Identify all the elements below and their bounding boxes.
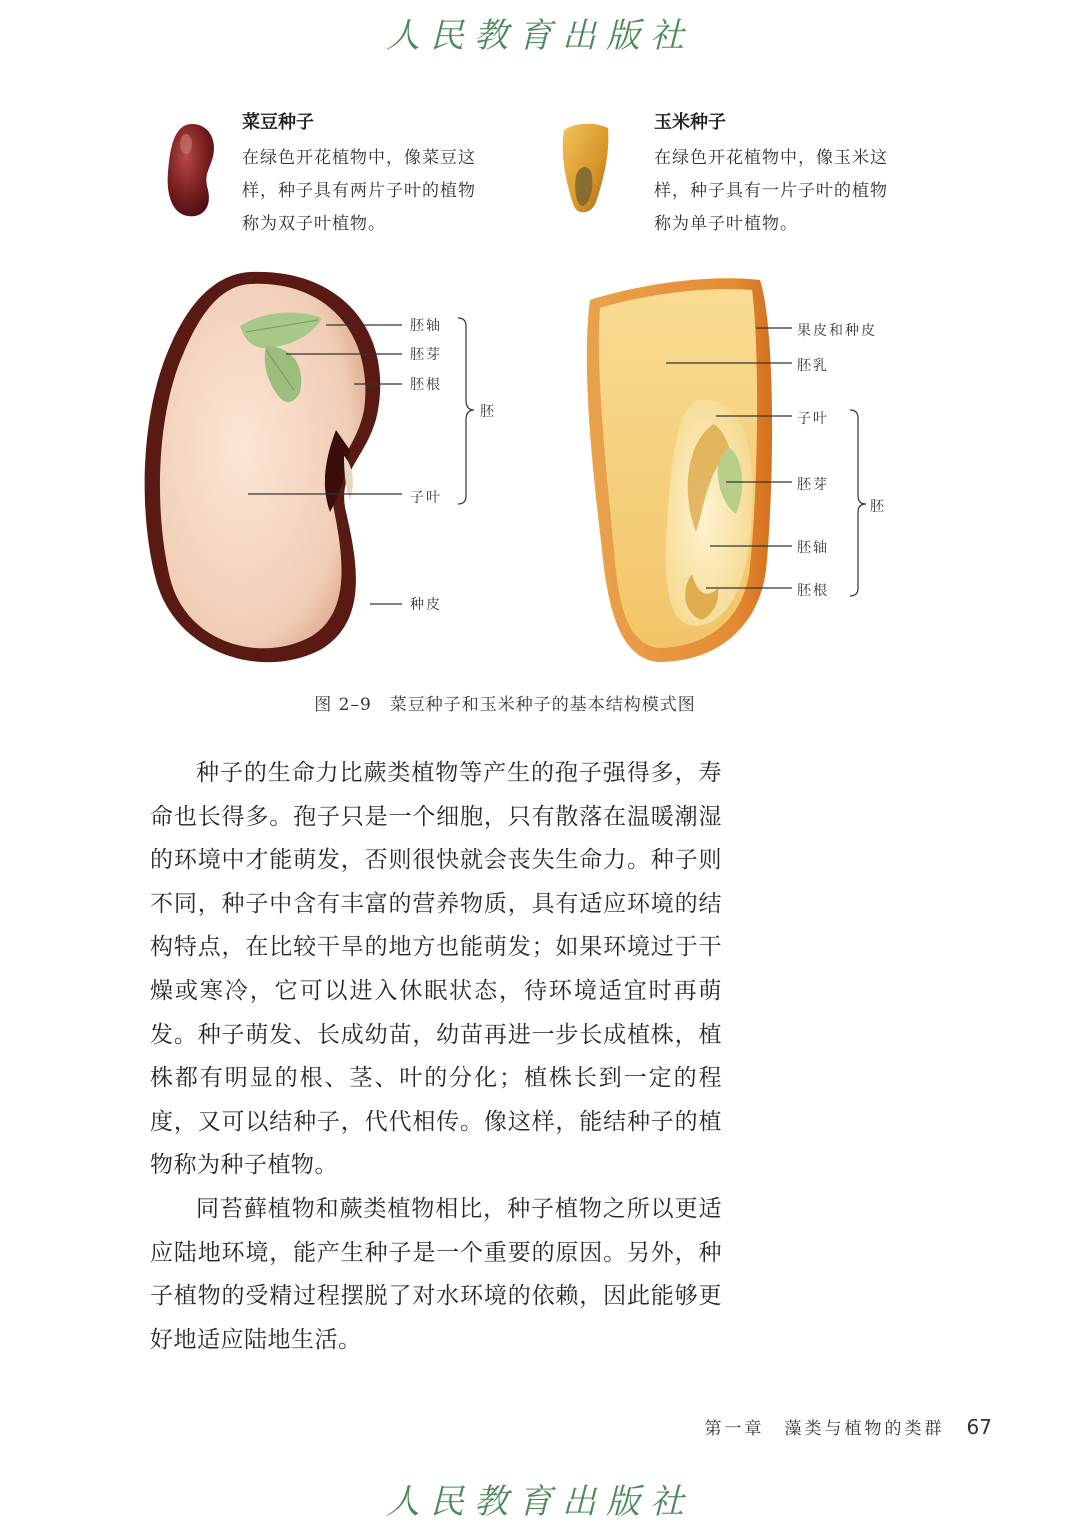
bean-label-hypocotyl: 胚轴 (410, 318, 442, 334)
bean-seed-info (242, 110, 492, 241)
figure-caption: 图 2–9 菜豆种子和玉米种子的基本结构模式图 (314, 695, 696, 715)
corn-label-plumule: 胚芽 (797, 477, 829, 493)
bean-seed-desc: 在绿色开花植物中，像菜豆这样，种子具有两片子叶的植物称为双子叶植物。 (242, 148, 476, 234)
bean-label-radicle: 胚根 (410, 377, 442, 393)
chapter-title: 第一章 藻类与植物的类群 (704, 1419, 945, 1439)
bean-seed-title: 菜豆种子 (242, 112, 314, 133)
corn-label-cotyledon: 子叶 (797, 411, 829, 427)
bean-seed-icon (164, 120, 220, 220)
corn-label-embryo: 胚 (870, 499, 886, 515)
bean-label-embryo: 胚 (480, 404, 496, 420)
corn-seed-icon (556, 120, 612, 220)
corn-label-pericarp: 果皮和种皮 (797, 323, 877, 339)
corn-label-radicle: 胚根 (797, 583, 829, 599)
page-footer (705, 1414, 992, 1439)
bean-diagram (0, 260, 520, 680)
body-text (150, 752, 722, 1362)
corn-label-endosperm: 胚乳 (797, 358, 829, 374)
corn-seed-info (654, 110, 904, 241)
bean-label-cotyledon: 子叶 (410, 490, 442, 506)
bean-label-seed-coat: 种皮 (410, 597, 442, 613)
paragraph-1: 种子的生命力比蕨类植物等产生的孢子强得多，寿命也长得多。孢子只是一个细胞，只有散落在温暖潮湿的环境中才能萌发，否则很快就会丧失生命力。种子则不同，种子中含有丰富的营养物质，具有适应环境的结构特点，在比较干旱的地方也能萌发；如果环境过于干燥或寒冷，它可以进入休眠状态，待环境适宜时再萌发。种子萌发、长成幼苗，幼苗再进一步长成植株，植株都有明显的根、茎、叶的分化；植株长到一定的程度，又可以结种子，代代相传。像这样，能结种子的植物称为种子植物。 (150, 760, 722, 1179)
bean-label-plumule: 胚芽 (410, 347, 442, 363)
page-number: 67 (966, 1415, 992, 1439)
paragraph-2: 同苔藓植物和蕨类植物相比，种子植物之所以更适应陆地环境，能产生种子是一个重要的原因。另外，种子植物的受精过程摆脱了对水环境的依赖，因此能够更好地适应陆地生活。 (150, 1195, 722, 1353)
corn-seed-title: 玉米种子 (654, 112, 726, 133)
publisher-logo-bottom: 人民教育出版社 (386, 1482, 694, 1522)
corn-seed-desc: 在绿色开花植物中，像玉米这样，种子具有一片子叶的植物称为单子叶植物。 (654, 148, 888, 234)
corn-label-hypocotyl: 胚轴 (797, 540, 829, 556)
publisher-logo-top: 人民教育出版社 (386, 16, 694, 56)
